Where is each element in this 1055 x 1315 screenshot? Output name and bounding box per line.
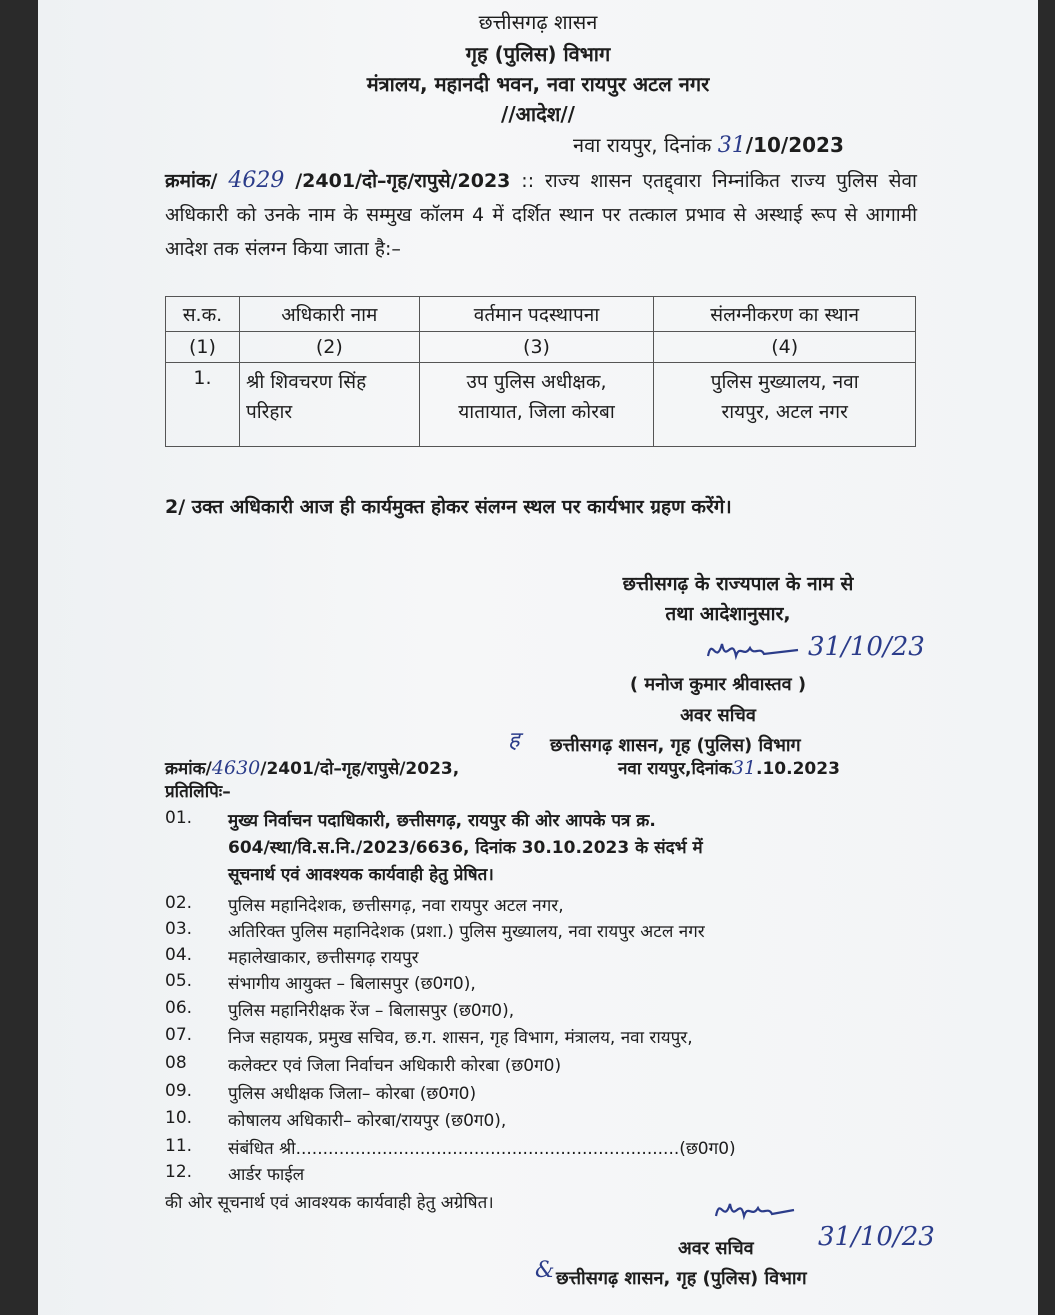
posting-line2: यातायात, जिला कोरबा bbox=[458, 401, 615, 423]
copy-num: 11. bbox=[165, 1136, 193, 1156]
copy-line: कोषालय अधिकारी– कोरबा/रायपुर (छ0ग0), bbox=[228, 1111, 507, 1131]
table-cell-sno: 1. bbox=[166, 363, 240, 447]
signature-date-handwritten: 31/10/23 bbox=[808, 632, 925, 662]
attachment-line2: रायपुर, अटल नगर bbox=[721, 401, 848, 423]
copy-num: 04. bbox=[165, 945, 193, 965]
para-2: 2/ उक्त अधिकारी आज ही कार्यमुक्त होकर संलग्न स्थल पर कार्यभार ग्रहण करेंगे। bbox=[165, 496, 732, 518]
table-colnum: (2) bbox=[239, 332, 419, 363]
copy-date-rest: .10.2023 bbox=[756, 759, 840, 779]
copy-num: 05. bbox=[165, 971, 193, 991]
officer-table bbox=[165, 296, 916, 447]
bottom-designation: अवर सचिव bbox=[678, 1238, 754, 1259]
table-colnum-row bbox=[166, 332, 916, 363]
copy-line: 604/स्था/वि.स.नि./2023/6636, दिनांक 30.10.2023 के संदर्भ में bbox=[228, 838, 703, 858]
bottom-sig-date-handwritten: 31/10/23 bbox=[818, 1222, 935, 1252]
order-date bbox=[573, 131, 844, 158]
copy-num: 10. bbox=[165, 1108, 193, 1128]
header-address: मंत्रालय, महानदी भवन, नवा रायपुर अटल नगर bbox=[366, 72, 710, 96]
order-prefix: क्रमांक/ bbox=[165, 170, 218, 192]
header-order-title: //आदेश// bbox=[501, 102, 575, 126]
signature-graphic-bottom bbox=[710, 1184, 810, 1234]
copy-line: सूचनार्थ एवं आवश्यक कार्यवाही हेतु प्रेषित। bbox=[228, 865, 494, 885]
copy-num: 07. bbox=[165, 1025, 193, 1045]
bottom-dept: छत्तीसगढ़ शासन, गृह (पुलिस) विभाग bbox=[556, 1268, 807, 1289]
table-cell-attachment bbox=[654, 363, 916, 447]
copy-num: 06. bbox=[165, 998, 193, 1018]
copy-line: संभागीय आयुक्त – बिलासपुर (छ0ग0), bbox=[228, 974, 476, 994]
officer-name-line2: परिहार bbox=[245, 401, 293, 423]
copy-order-number bbox=[165, 756, 459, 779]
copy-line: आर्डर फाईल bbox=[228, 1165, 305, 1185]
signatory-designation: अवर सचिव bbox=[680, 705, 756, 726]
header-department: गृह (पुलिस) विभाग bbox=[465, 42, 611, 66]
signatory-dept: छत्तीसगढ़ शासन, गृह (पुलिस) विभाग bbox=[550, 735, 801, 756]
table-colnum: (3) bbox=[419, 332, 654, 363]
table-header-attachment: संलग्नीकरण का स्थान bbox=[654, 297, 916, 332]
date-handwritten: 31 bbox=[717, 133, 746, 158]
table-row bbox=[166, 363, 916, 447]
copy-line: निज सहायक, प्रमुख सचिव, छ.ग. शासन, गृह विभाग, मंत्रालय, नवा रायपुर, bbox=[228, 1028, 693, 1048]
copy-label: प्रतिलिपिः– bbox=[165, 782, 231, 802]
copy-line: संबंधित श्री.......................................................................(छ0ग0) bbox=[228, 1139, 736, 1159]
copy-num: 09. bbox=[165, 1081, 193, 1101]
posting-line1: उप पुलिस अधीक्षक, bbox=[466, 371, 607, 393]
copy-num: 01. bbox=[165, 808, 193, 828]
copy-day-handwritten: 31 bbox=[731, 757, 757, 779]
order-body-rest: निम्नांकित राज्य पुलिस सेवा अधिकारी को उनके नाम के सम्मुख कॉलम 4 में दर्शित स्थान पर तत्काल प्रभाव से अस्थाई रूप से आगामी आदेश तक संलग्न किया जाता है:– bbox=[165, 170, 917, 260]
copy-line: कलेक्टर एवं जिला निर्वाचन अधिकारी कोरबा (छ0ग0) bbox=[228, 1056, 562, 1076]
table-header-name: अधिकारी नाम bbox=[239, 297, 419, 332]
table-colnum: (4) bbox=[654, 332, 916, 363]
copy-num: 08 bbox=[165, 1053, 187, 1073]
copy-date bbox=[618, 756, 840, 779]
copy-line: अतिरिक्त पुलिस महानिदेशक (प्रशा.) पुलिस मुख्यालय, नवा रायपुर अटल नगर bbox=[228, 922, 705, 942]
order-paragraph bbox=[165, 164, 917, 266]
copy-suffix: /2401/दो–गृह/रापुसे/2023, bbox=[260, 759, 460, 779]
copy-num: 02. bbox=[165, 893, 193, 913]
order-suffix: /2401/दो–गृह/रापुसे/2023 bbox=[295, 170, 511, 192]
copy-number-handwritten: 4630 bbox=[211, 757, 261, 779]
table-header-row bbox=[166, 297, 916, 332]
copy-line: पुलिस महानिरीक्षक रेंज – बिलासपुर (छ0ग0), bbox=[228, 1001, 515, 1021]
closing-line: की ओर सूचनार्थ एवं आवश्यक कार्यवाही हेतु अग्रेषित। bbox=[165, 1193, 494, 1213]
copy-line: पुलिस महानिदेशक, छत्तीसगढ़, नवा रायपुर अटल नगर, bbox=[228, 896, 564, 916]
order-number-handwritten: 4629 bbox=[228, 168, 285, 193]
signatory-name: ( मनोज कुमार श्रीवास्तव ) bbox=[629, 674, 807, 695]
header-line1: छत्तीसगढ़ शासन bbox=[478, 10, 598, 34]
table-header-posting: वर्तमान पदस्थापना bbox=[419, 297, 654, 332]
copy-line: मुख्य निर्वाचन पदाधिकारी, छत्तीसगढ़, रायपुर की ओर आपके पत्र क्र. bbox=[228, 811, 656, 831]
officer-name-line1: श्री शिवचरण सिंह bbox=[245, 371, 367, 393]
copy-num: 03. bbox=[165, 919, 193, 939]
copy-place-date: नवा रायपुर,दिनांक bbox=[618, 759, 732, 779]
copy-prefix: क्रमांक/ bbox=[165, 759, 212, 779]
date-suffix: /10/2023 bbox=[745, 133, 844, 157]
table-cell-name bbox=[239, 363, 419, 447]
document-page bbox=[38, 0, 1038, 1315]
governor-line: छत्तीसगढ़ के राज्यपाल के नाम से bbox=[622, 573, 854, 595]
date-prefix: नवा रायपुर, दिनांक bbox=[573, 133, 712, 157]
order-body-start: :: राज्य शासन एतद्द्वारा bbox=[521, 170, 702, 192]
order-authority-line: तथा आदेशानुसार, bbox=[665, 603, 791, 625]
seal-mark: ह bbox=[508, 728, 520, 753]
attachment-line1: पुलिस मुख्यालय, नवा bbox=[710, 371, 859, 393]
copy-line: महालेखाकार, छत्तीसगढ़ रायपुर bbox=[228, 948, 419, 968]
seal-mark-bottom: & bbox=[535, 1258, 555, 1283]
table-cell-posting bbox=[419, 363, 654, 447]
copy-line: पुलिस अधीक्षक जिला– कोरबा (छ0ग0) bbox=[228, 1084, 477, 1104]
table-header-sno: स.क. bbox=[166, 297, 240, 332]
table-colnum: (1) bbox=[166, 332, 240, 363]
copy-num: 12. bbox=[165, 1162, 193, 1182]
